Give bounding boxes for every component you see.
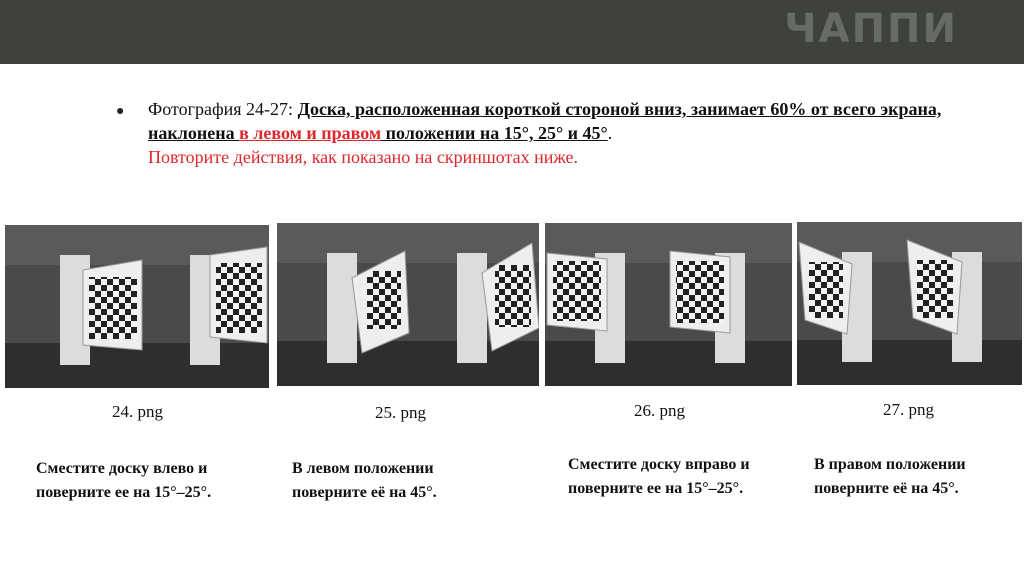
intro-underlined-2: положении на 15°, 25° и 45° [381,123,608,143]
intro-repeat: Повторите действия, как показано на скриншотах ниже. [148,147,579,167]
photo-24-image [5,225,269,388]
intro-underlined-1: Доска, расположенная короткой стороной вниз, занимает 60% от всего экрана, наклонена [148,99,942,143]
caption-24: 24. png [112,402,163,421]
header-bar [0,0,1024,64]
logo: ЧАППИ [784,6,958,52]
photo-26 [545,223,792,386]
photo-26-image [545,223,792,386]
instruction-26: Сместите доску вправо и поверните ее на 15°–25°. [568,456,750,497]
intro-underlined-red: в левом и правом [239,123,382,143]
instruction-25: В левом положении поверните её на 45°. [292,460,437,501]
photo-25-image [277,223,539,386]
instruction-27: В правом положении поверните её на 45°. [814,456,966,497]
intro-tail: . [607,123,613,143]
bullet-marker: ● [116,104,125,119]
instruction-24: Сместите доску влево и поверните ее на 15°–25°. [36,460,212,501]
photo-27-image [797,222,1022,385]
photo-24 [5,225,269,388]
caption-25: 25. png [375,403,426,422]
caption-26: 26. png [634,401,685,420]
photo-25 [277,223,539,386]
caption-27: 27. png [883,400,934,419]
photo-27 [797,222,1022,385]
intro-paragraph [148,97,948,169]
intro-lead: Фотография 24-27: [148,99,298,119]
